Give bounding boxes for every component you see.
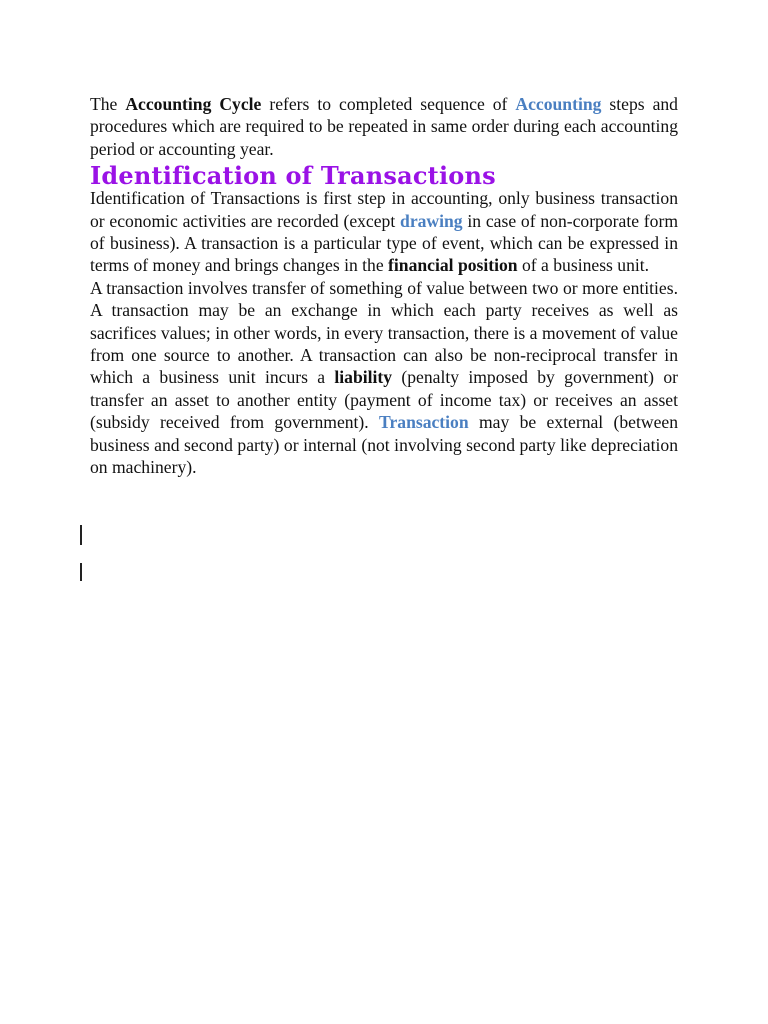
text-cursor (80, 563, 82, 581)
liability-term: liability (334, 367, 393, 388)
identification-text-2: in case of non-corporate form of business). A transaction is a particular type of event, which can be expressed in terms of money and brings changes in the (90, 210, 678, 276)
intro-text-2: refers to completed sequence of (261, 94, 516, 114)
identification-paragraph (90, 187, 678, 277)
identification-text-3: of a business unit. (517, 255, 650, 276)
accounting-cycle-term: Accounting Cycle (125, 94, 262, 114)
drawing-link[interactable]: drawing (400, 210, 463, 231)
intro-paragraph (90, 93, 678, 160)
section-heading: Identification of Transactions (90, 161, 496, 191)
transaction-text-1: A transaction involves transfer of something of value between two or more entities. A transaction may be an exchange in which each party receives as well as sacrifices values; in other words, in every transaction, there is a movement of value from one source to another. A transaction can also be non-reciprocal transfer in which a business unit incurs a (90, 277, 678, 388)
accounting-link[interactable]: Accounting (515, 94, 602, 114)
transaction-link[interactable]: Transaction (379, 412, 469, 433)
transaction-paragraph (90, 277, 678, 479)
text-cursor (80, 525, 82, 545)
intro-text-1: The (90, 94, 126, 114)
intro-text-3: steps and procedures which are required to be repeated in same order during each accounting period or accounting year. (90, 94, 678, 159)
financial-position-term: financial position (388, 255, 518, 276)
transaction-text-2: (penalty imposed by government) or transfer an asset to another entity (payment of income tax) or receives an asset (subsidy received from government). (90, 367, 678, 433)
identification-text-1: Identification of Transactions is first step in accounting, only business transaction or economic activities are recorded (except (90, 188, 678, 231)
document-body (90, 93, 678, 479)
transaction-text-3: may be external (between business and second party) or internal (not involving second party like depreciation on machinery). (90, 412, 678, 478)
